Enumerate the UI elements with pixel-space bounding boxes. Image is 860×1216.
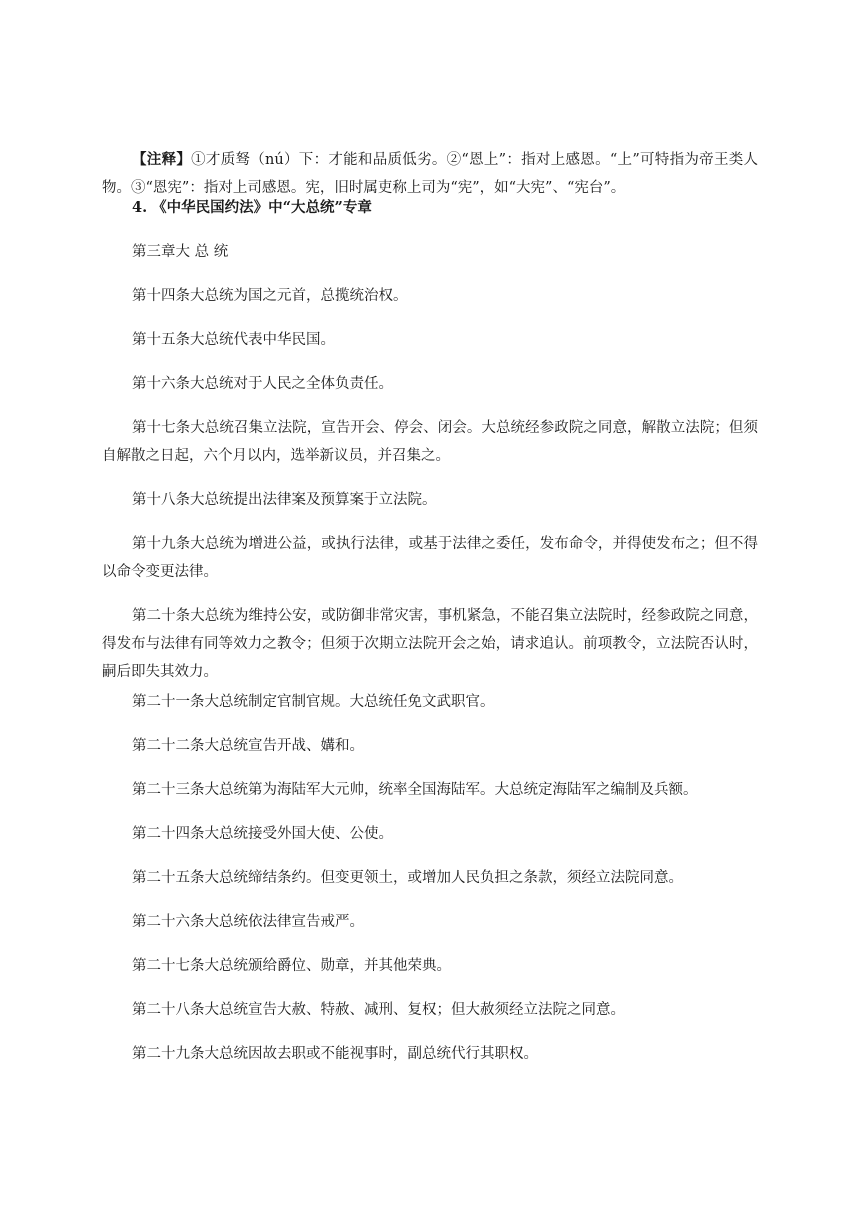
article-25: 第二十五条大总统缔结条约。但变更领土，或增加人民负担之条款，须经立法院同意。 xyxy=(132,870,683,886)
article-21: 第二十一条大总统制定官制官规。大总统任免文武职官。 xyxy=(132,694,495,710)
article-27: 第二十七条大总统颁给爵位、勋章，并其他荣典。 xyxy=(132,958,451,974)
article-29: 第二十九条大总统因故去职或不能视事时，副总统代行其职权。 xyxy=(132,1046,538,1062)
article-19: 第十九条大总统为增进公益，或执行法律，或基于法律之委任，发布命令，并得使发布之；但不得以命令变更法律。 xyxy=(102,536,758,580)
article-22: 第二十二条大总统宣告开战、媾和。 xyxy=(132,738,364,754)
article-17: 第十七条大总统召集立法院，宣告开会、停会、闭会。大总统经参政院之同意，解散立法院；但须自解散之日起，六个月以内，选举新议员，并召集之。 xyxy=(102,420,758,464)
article-18: 第十八条大总统提出法律案及预算案于立法院。 xyxy=(132,492,437,508)
article-16: 第十六条大总统对于人民之全体负责任。 xyxy=(132,376,393,392)
article-26: 第二十六条大总统依法律宣告戒严。 xyxy=(132,914,364,930)
article-28: 第二十八条大总统宣告大赦、特赦、减刑、复权；但大赦须经立法院之同意。 xyxy=(132,1002,625,1018)
section-heading: 4. 《中华民国约法》中“大总统”专章 xyxy=(132,199,372,216)
note-text: ①才质驽（nú）下：才能和品质低劣。②“恩上”：指对上感恩。“上”可特指为帝王类人物。③“恩宪”：指对上司感恩。宪，旧时属吏称上司为“宪”，如“大宪”、“宪台”。 xyxy=(102,152,759,196)
note-label: 【注释】 xyxy=(132,151,192,168)
article-14: 第十四条大总统为国之元首，总揽统治权。 xyxy=(132,288,408,304)
article-24: 第二十四条大总统接受外国大使、公使。 xyxy=(132,826,393,842)
article-23: 第二十三条大总统第为海陆军大元帅，统率全国海陆军。大总统定海陆军之编制及兵额。 xyxy=(132,782,698,798)
article-20: 第二十条大总统为维持公安，或防御非常灾害，事机紧急，不能召集立法院时，经参政院之同意，得发布与法律有同等效力之教令；但须于次期立法院开会之始，请求追认。前项教令，立法院否认时，嗣后即失其效力。 xyxy=(102,608,758,680)
chapter-title: 第三章大 总 统 xyxy=(132,244,229,260)
article-15: 第十五条大总统代表中华民国。 xyxy=(132,332,335,348)
